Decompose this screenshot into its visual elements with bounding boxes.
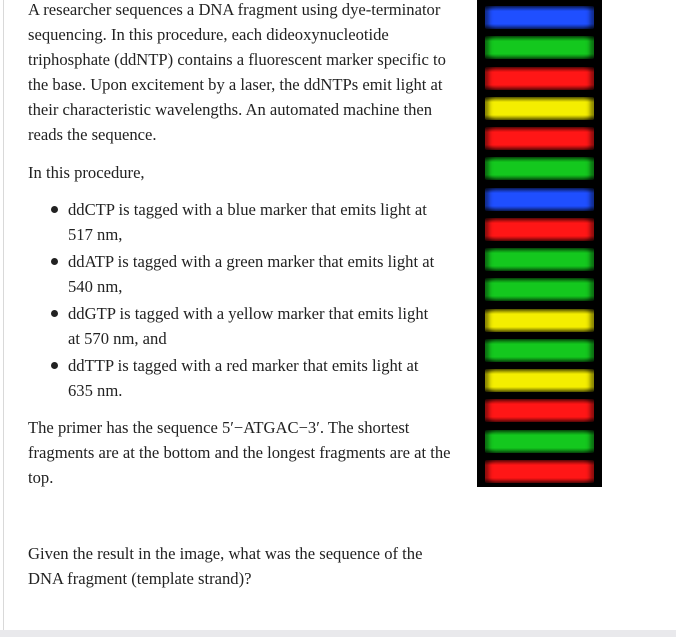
list-item: ddGTP is tagged with a yellow marker that emits light at 570 nm, and bbox=[68, 301, 458, 351]
marker-list bbox=[28, 197, 458, 403]
gel-band-green bbox=[485, 278, 594, 301]
sequencing-gel-image bbox=[477, 0, 602, 487]
list-item: ddCTP is tagged with a blue marker that emits light at 517 nm, bbox=[68, 197, 458, 247]
gel-band-green bbox=[485, 339, 594, 362]
gel-band-blue bbox=[485, 6, 594, 29]
gel-band-red bbox=[485, 67, 594, 90]
list-item: ddTTP is tagged with a red marker that emits light at 635 nm. bbox=[68, 353, 458, 403]
gel-band-red bbox=[485, 460, 594, 483]
gel-band-red bbox=[485, 399, 594, 422]
procedure-lead: In this procedure, bbox=[28, 163, 145, 182]
primer-paragraph: The primer has the sequence 5′−ATGAC−3′. The shortest fragments are at the bottom and the longest fragments are at the top. bbox=[28, 418, 451, 487]
list-item: ddATP is tagged with a green marker that emits light at 540 nm, bbox=[68, 249, 458, 299]
gel-band-green bbox=[485, 430, 594, 453]
question-paragraph: Given the result in the image, what was the sequence of the DNA fragment (template strand)? bbox=[28, 544, 423, 588]
gel-band-green bbox=[485, 248, 594, 271]
gel-band-yellow bbox=[485, 309, 594, 332]
gel-band-red bbox=[485, 218, 594, 241]
gel-band-red bbox=[485, 127, 594, 150]
gel-band-yellow bbox=[485, 97, 594, 120]
gel-band-green bbox=[485, 36, 594, 59]
gel-band-blue bbox=[485, 188, 594, 211]
bottom-border bbox=[0, 630, 676, 637]
gel-band-green bbox=[485, 157, 594, 180]
left-border bbox=[3, 0, 4, 630]
gel-band-yellow bbox=[485, 369, 594, 392]
intro-paragraph: A researcher sequences a DNA fragment using dye-terminator sequencing. In this procedure, each dideoxynucleotide triphosphate (ddNTP) contains a fluorescent marker specific to the base. Upon excitement by a laser, the ddNTPs emit light at their characteristic wavelengths. An automated machine then reads the sequence. bbox=[28, 0, 446, 144]
question-text-column bbox=[28, 0, 458, 591]
